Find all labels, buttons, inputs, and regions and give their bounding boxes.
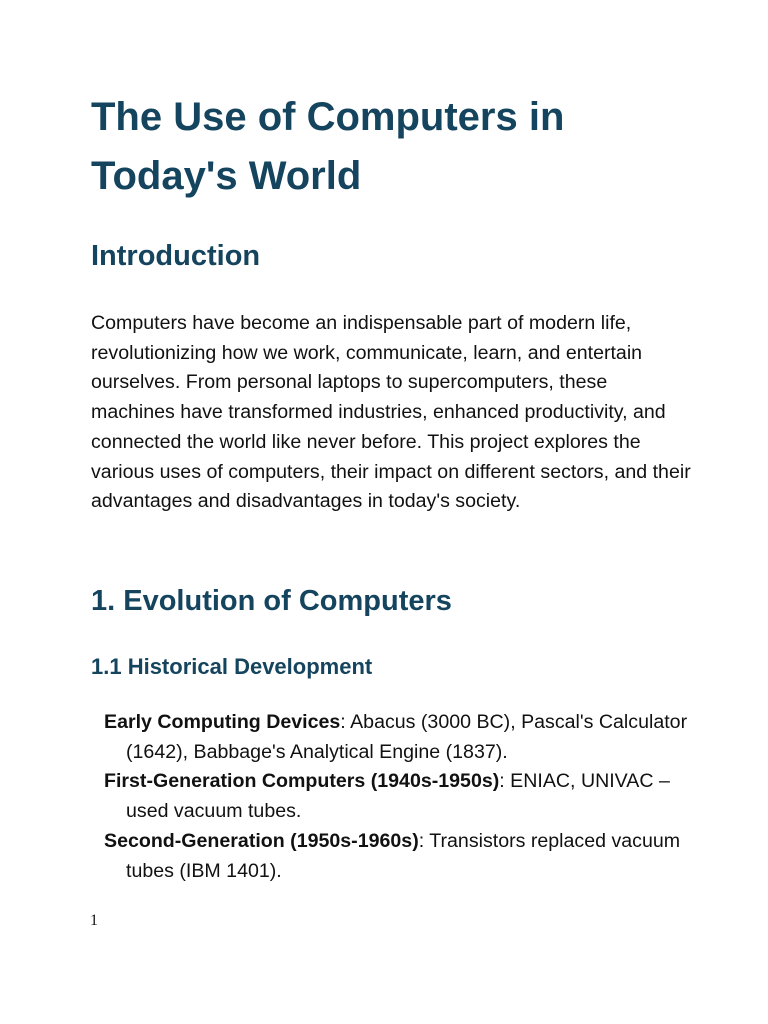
list-item-text: : Transistors replaced vacuum tubes (IBM 1401).: [126, 829, 681, 882]
list-item-text: : Abacus (3000 BC), Pascal's Calculator (1642), Babbage's Analytical Engine (1837).: [126, 711, 688, 763]
introduction-heading: Introduction: [91, 240, 261, 272]
list-item-second-generation: [104, 827, 704, 886]
introduction-paragraph: Computers have become an indispensable part of modern life, revolutionizing how we work, communicate, learn, and entertain ourselves. From personal laptops to supercomputers, these machines have transformed industries, enhanced productivity, and connected the world like never before. This project explores the various uses of computers, their impact on different sectors, and their advantages and disadvantages in today's society.: [91, 312, 691, 513]
historical-development-heading: 1.1 Historical Development: [91, 654, 373, 679]
list-item-text: : ENIAC, UNIVAC – used vacuum tubes.: [126, 770, 670, 823]
historical-development-list: [104, 708, 704, 886]
list-item-term: Early Computing Devices: [104, 711, 341, 733]
list-item-early-computing: [104, 708, 704, 767]
page-number: 1: [90, 912, 98, 929]
evolution-heading: 1. Evolution of Computers: [91, 585, 452, 617]
list-item-first-generation: [104, 767, 704, 826]
list-item-term: First-Generation Computers (1940s-1950s): [104, 770, 500, 793]
document-title: The Use of Computers in Today's World: [91, 95, 565, 198]
list-item-term: Second-Generation (1950s-1960s): [104, 829, 419, 852]
